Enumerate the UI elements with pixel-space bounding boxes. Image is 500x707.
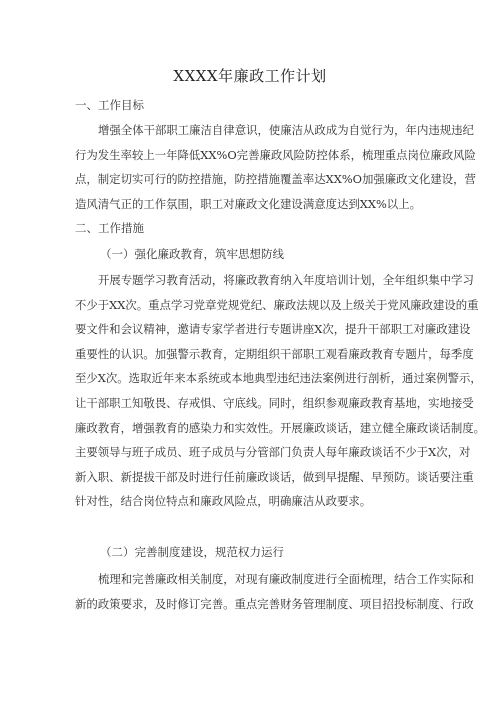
paragraph-goals [75,118,476,216]
text-line: 开展专题学习教育活动，将廉政教育纳入年度培训计划，全年组织集中学习 [98,273,474,287]
paragraph-education [75,268,486,514]
text-line: 新的政策要求，及时修订完善。重点完善财务管理制度、项目招投标制度、行政 [75,596,474,611]
subsection-heading-institution: （二）完善制度建设，规范权力运行 [100,545,284,559]
text-line: 点，制定切实可行的防控措施，防控措施覆盖率达XX%O加强廉政文化建设，营 [75,172,476,187]
text-line: 让干部职工知敬畏、存戒惧、守底线。同时，组织参观廉政教育基地，实地接受 [75,395,474,410]
document-title: XXXX年廉政工作计划 [173,67,327,85]
text-line: 重要性的认识。加强警示教育，定期组织干部职工观看廉政教育专题片，每季度 [75,346,474,361]
section-heading-measures: 二、工作措施 [75,221,144,235]
text-line: 针对性，结合岗位特点和廉政风险点，明确廉洁从政要求。 [75,494,372,509]
paragraph-institution [75,567,474,616]
text-line: 主要领导与班子成员、班子成员与分管部门负责人每年廉政谈话不少于X次，对 [75,445,471,460]
text-line: 造风清气正的工作氛围，职工对廉政文化建设满意度达到XX%以上。 [75,196,421,211]
text-line: 至少X次。选取近年来本系统或本地典型违纪违法案例进行剖析，通过案例警示， [75,371,482,386]
text-line: 增强全体干部职工廉洁自律意识，使廉洁从政成为自觉行为，年内违规违纪 [98,123,474,137]
text-line: 行为发生率较上一年降低XX%O完善廉政风险防控体系，梳理重点岗位廉政风险 [75,147,476,162]
subsection-heading-education: （一）强化廉政教育，筑牢思想防线 [100,247,284,261]
text-line: 不少于XX次。重点学习党章党规党纪、廉政法规以及上级关于党风廉政建设的重 [75,297,479,312]
text-line: 梳理和完善廉政相关制度，对现有廉政制度进行全面梳理，结合工作实际和 [98,572,474,586]
text-line: 要文件和会议精神，邀请专家学者进行专题讲座X次，提升干部职工对廉政建设 [75,322,471,337]
section-heading-goals: 一、工作目标 [75,98,144,112]
text-line: 廉政教育，增强教育的感染力和实效性。开展廉政谈话，建立健全廉政谈话制度。 [75,420,486,435]
text-line: 新入职、新提拔干部及时进行任前廉政谈话，做到早提醒、早预防。谈话要注重 [75,469,474,484]
